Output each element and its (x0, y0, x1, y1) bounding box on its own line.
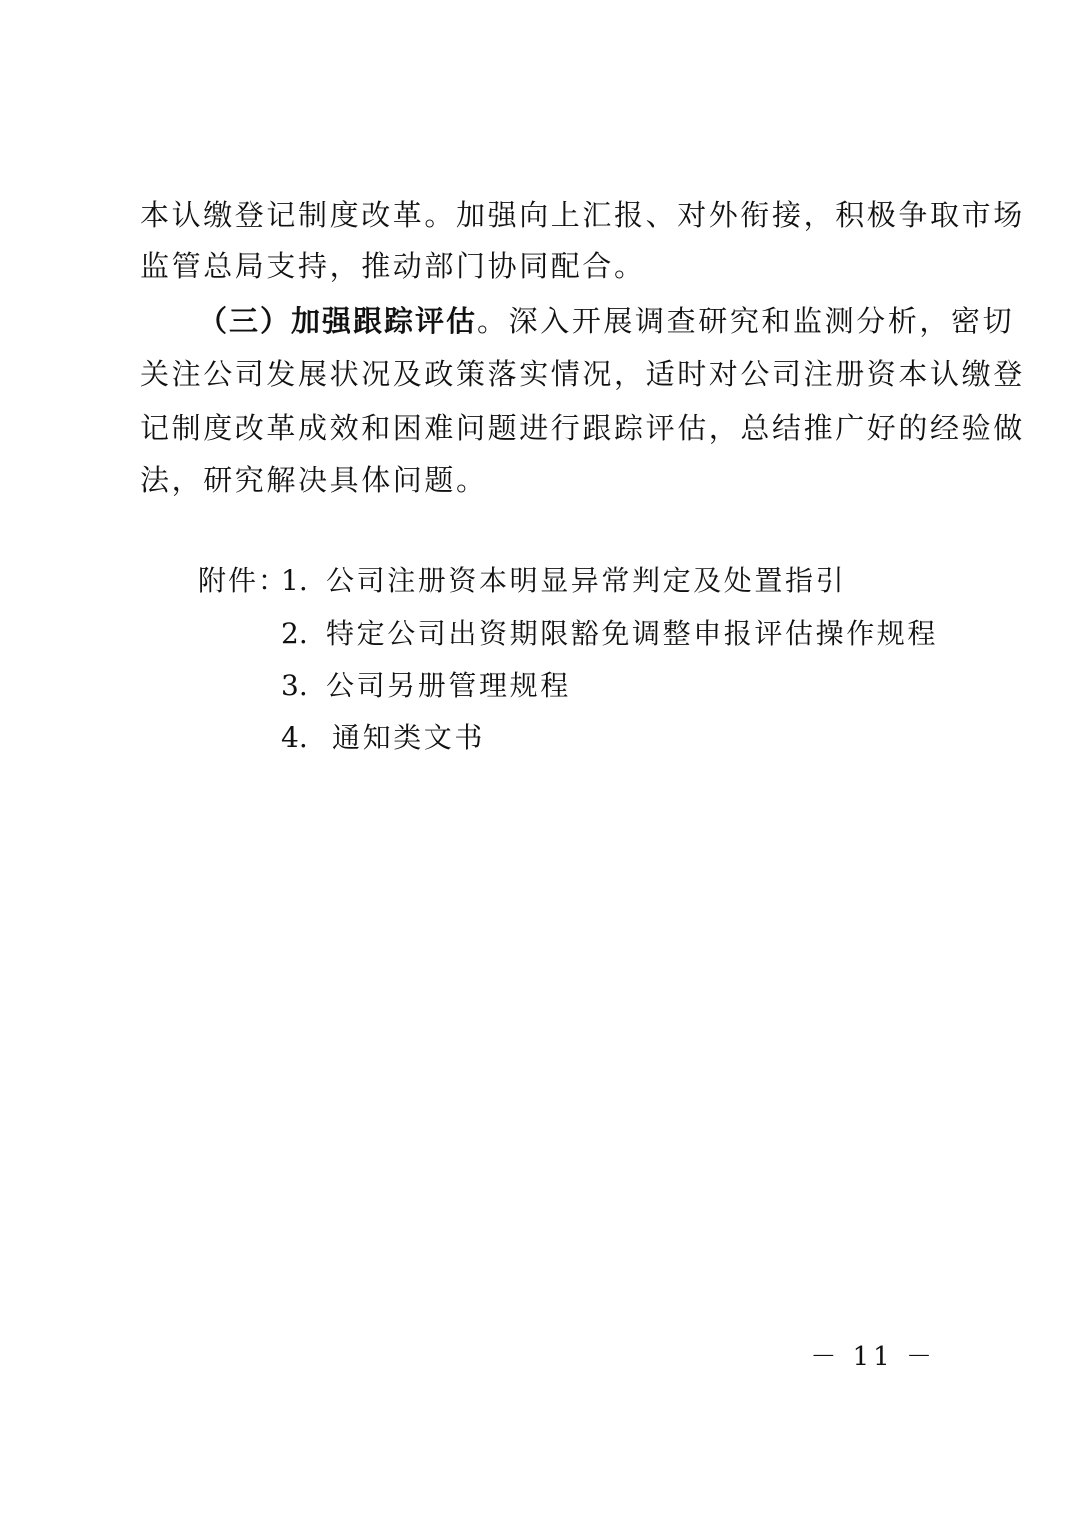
attachment-title: 通知类文书 (332, 721, 486, 754)
attachment-number: 1. (281, 564, 308, 597)
page-number: － 11 － (810, 1342, 936, 1372)
attachment-title: 特定公司出资期限豁免调整申报评估操作规程 (326, 617, 939, 650)
attachments-label: 附件： (198, 564, 289, 597)
section-text: 。深入开展调查研究和监测分析，密切 (477, 304, 1015, 338)
body-line: 记制度改革成效和困难问题进行跟踪评估，总结推广好的经验做 (140, 411, 1025, 445)
attachment-number: 3. (281, 669, 308, 702)
attachment-number: 2. (281, 617, 308, 650)
section-heading: （三）加强跟踪评估 (198, 304, 478, 338)
body-line: 监管总局支持，推动部门协同配合。 (140, 249, 646, 283)
attachment-title: 公司另册管理规程 (326, 669, 571, 702)
body-line: 法，研究解决具体问题。 (140, 463, 488, 497)
attachment-title: 公司注册资本明显异常判定及处置指引 (326, 564, 847, 597)
body-line: 本认缴登记制度改革。加强向上汇报、对外衔接，积极争取市场 (140, 198, 1025, 232)
attachment-number: 4. (281, 721, 308, 754)
section-paragraph (198, 303, 1015, 339)
body-line: 关注公司发展状况及政策落实情况，适时对公司注册资本认缴登 (140, 357, 1025, 391)
